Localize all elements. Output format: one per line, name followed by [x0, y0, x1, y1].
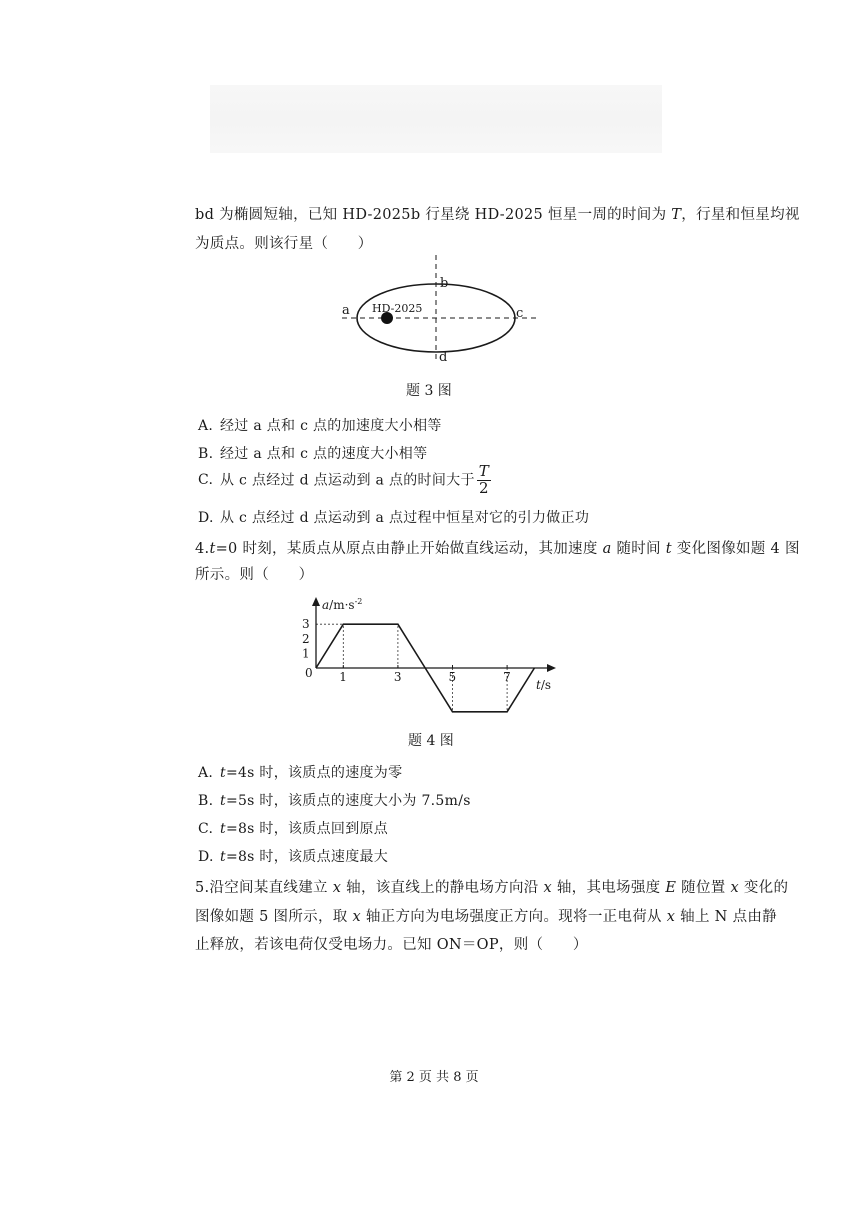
- q5-stem-text: 图像如题 5 图所示，取: [195, 909, 353, 925]
- q4-stem-text: 随时间: [611, 541, 666, 557]
- q3-option-b: [198, 443, 427, 463]
- q4-option-a: [198, 762, 402, 782]
- x-variable: x: [332, 880, 342, 896]
- option-label: D.: [198, 510, 214, 526]
- time-variable: t: [220, 765, 226, 781]
- x-variable: x: [730, 880, 739, 896]
- option-text: 从 c 点经过 d 点运动到 a 点的时间大于: [220, 472, 475, 489]
- x-axis-unit: /s: [540, 678, 552, 692]
- q4-option-c: [198, 818, 388, 838]
- option-label: B.: [198, 793, 214, 809]
- acceleration-variable: a: [602, 541, 612, 557]
- x-variable: x: [352, 909, 361, 925]
- option-label: D.: [198, 849, 214, 865]
- option-text: =4s 时，该质点的速度为零: [225, 765, 403, 781]
- option-label: C.: [198, 472, 214, 489]
- figure4-caption: 题 4 图: [408, 733, 454, 749]
- q3-option-a: [198, 415, 442, 435]
- option-text: =5s 时，该质点的速度大小为 7.5m/s: [225, 793, 471, 809]
- option-label: A.: [198, 765, 214, 781]
- option-text: 经过 a 点和 c 点的加速度大小相等: [220, 418, 442, 434]
- acceleration-time-chart: [290, 595, 580, 725]
- x-tick-label: 1: [339, 670, 347, 684]
- time-variable: t: [220, 821, 226, 837]
- origin-label: 0: [305, 666, 313, 680]
- q3-option-c: [198, 464, 491, 497]
- x-variable: x: [666, 909, 676, 925]
- option-label: B.: [198, 446, 214, 462]
- y-tick-label: 2: [302, 631, 310, 646]
- time-variable: t: [220, 793, 226, 809]
- x-variable: x: [543, 880, 552, 896]
- y-tick-label: 1: [302, 646, 310, 661]
- fraction-denominator: 2: [478, 478, 489, 497]
- q5-stem-line3: 止释放，若该电荷仅受电场力。已知 ON＝OP，则（ ）: [195, 937, 588, 953]
- q5-stem-text: 轴，其电场强度: [551, 880, 666, 896]
- point-a-label: a: [342, 303, 350, 318]
- option-label: A.: [198, 418, 214, 434]
- option-text: 经过 a 点和 c 点的速度大小相等: [220, 446, 428, 462]
- q3-stem-text-end: ，行星和恒星均视: [681, 207, 800, 223]
- x-axis-arrow: [547, 664, 556, 672]
- fraction: [477, 464, 491, 497]
- x-tick-label: 7: [503, 670, 511, 684]
- y-axis-label: [322, 597, 362, 612]
- y-axis-arrow: [312, 597, 320, 606]
- time-variable: t: [220, 849, 226, 865]
- y-axis-exponent: -2: [354, 597, 363, 606]
- time-variable: t: [209, 541, 216, 557]
- star-label: HD-2025: [372, 302, 423, 315]
- question-number: 5.: [195, 880, 210, 896]
- time-variable: t: [665, 541, 672, 557]
- point-c-label: c: [516, 306, 524, 321]
- question-number: 4.: [195, 541, 210, 557]
- q5-stem-text: 变化的: [738, 880, 789, 896]
- figure3-caption: 题 3 图: [406, 383, 452, 399]
- q3-stem-line2: 为质点。则该行星（ ）: [195, 236, 373, 252]
- option-text: =8s 时，该质点回到原点: [225, 821, 389, 837]
- q4-option-b: [198, 790, 471, 810]
- q4-stem-text: 变化图像如题 4 图: [671, 541, 800, 557]
- period-variable: T: [671, 207, 682, 223]
- x-tick-label: 5: [448, 670, 457, 684]
- page-footer: 第 2 页 共 8 页: [389, 1070, 479, 1085]
- q5-stem-text: 沿空间某直线建立: [209, 880, 333, 896]
- q5-stem-line1: [195, 876, 788, 897]
- q3-stem-line1: [195, 203, 800, 224]
- q5-stem-line2: [195, 905, 777, 926]
- option-label: C.: [198, 821, 214, 837]
- q4-option-d: [198, 846, 388, 866]
- x-tick-label: 3: [393, 670, 402, 684]
- q5-stem-text: 轴上 N 点由静: [675, 909, 777, 925]
- y-tick-label: 3: [302, 617, 310, 632]
- q5-stem-text: 随位置: [676, 880, 731, 896]
- point-d-label: d: [439, 350, 448, 365]
- scan-artifact: [210, 85, 662, 153]
- y-axis-var: a: [322, 598, 330, 612]
- q5-stem-text: 轴，该直线上的静电场方向沿: [341, 880, 544, 896]
- q4-stem-line1: [195, 537, 800, 558]
- q4-stem-line2: 所示。则（ ）: [195, 567, 314, 583]
- x-axis-label: [536, 678, 551, 692]
- option-text: =8s 时，该质点速度最大: [225, 849, 389, 865]
- fraction-numerator: T: [478, 462, 490, 480]
- y-axis-unit: /m·s: [329, 598, 355, 612]
- q4-stem-text: =0 时刻，某质点从原点由静止开始做直线运动，其加速度: [215, 541, 603, 557]
- option-text: 从 c 点经过 d 点运动到 a 点过程中恒星对它的引力做正功: [220, 510, 590, 526]
- orbit-figure: [330, 255, 550, 365]
- q3-option-d: [198, 507, 589, 527]
- q5-stem-text: 轴正方向为电场强度正方向。现将一正电荷从: [360, 909, 667, 925]
- field-variable: E: [665, 880, 677, 896]
- q3-stem-text: bd 为椭圆短轴，已知 HD-2025b 行星绕 HD-2025 恒星一周的时间为: [195, 207, 672, 223]
- point-b-label: b: [440, 276, 449, 291]
- x-axis-var: t: [536, 678, 541, 692]
